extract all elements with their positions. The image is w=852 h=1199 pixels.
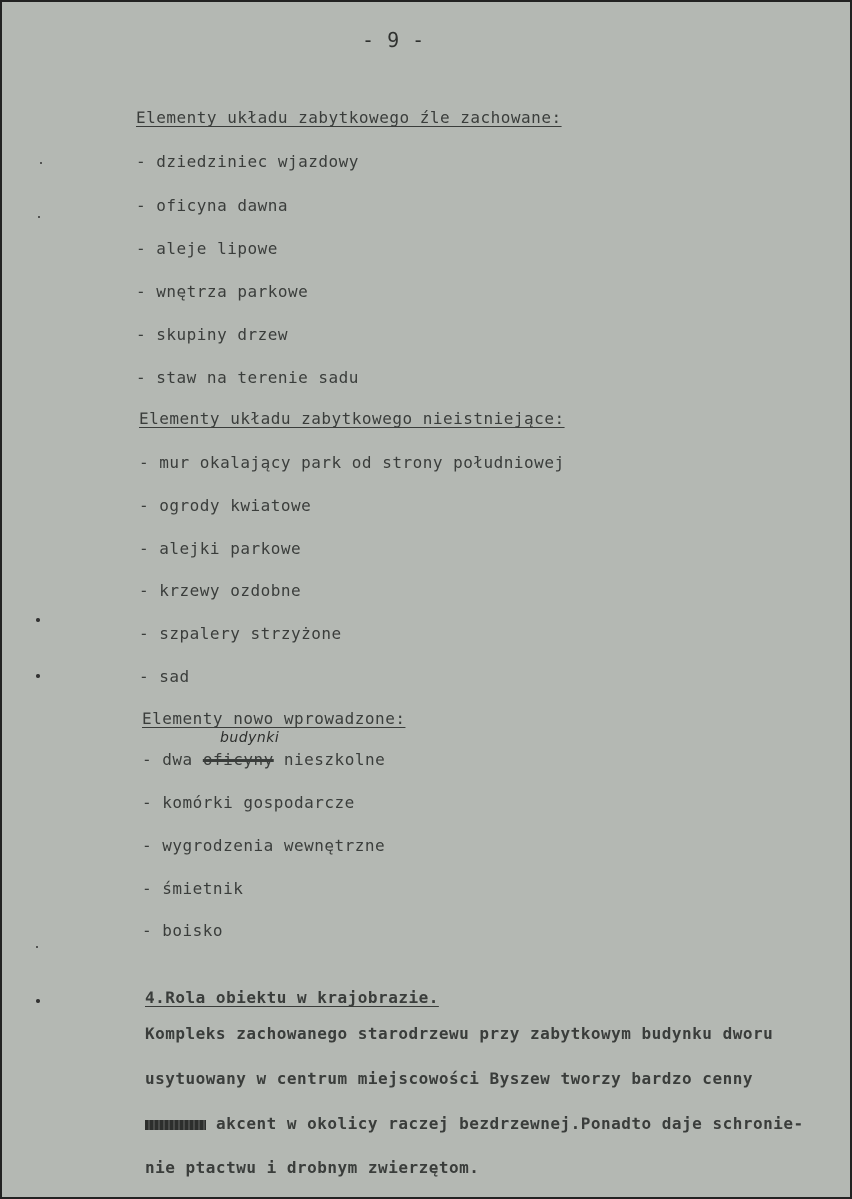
list-item: - staw na terenie sadu [136,368,359,387]
paragraph-text: akcent w okolicy raczej bezdrzewnej.Ponadto daje schronie- [215,1114,804,1133]
struck-word [145,1120,206,1130]
section-heading-poorly-preserved: Elementy układu zabytkowego źle zachowane: [136,108,562,127]
list-item: - szpalery strzyżone [139,624,342,643]
list-item: - dziedziniec wjazdowy [136,152,359,171]
list-item: - krzewy ozdobne [139,581,302,600]
list-item: - ogrody kwiatowe [139,496,312,515]
list-item: - aleje lipowe [136,239,278,258]
margin-mark [38,216,40,218]
list-item: - wygrodzenia wewnętrzne [142,836,386,855]
struck-word: oficyny [202,750,274,769]
list-item: - wnętrza parkowe [136,282,309,301]
list-item: - sad [139,667,190,686]
paragraph-line: nie ptactwu i drobnym zwierzętom. [145,1158,480,1177]
paragraph-line: usytuowany w centrum miejscowości Byszew tworzy bardzo cenny [145,1069,753,1088]
list-item: - oficyna dawna [136,196,288,215]
margin-mark [36,946,38,948]
paragraph-line: Kompleks zachowanego starodrzewu przy zabytkowym budynku dworu [145,1024,774,1043]
list-item: - boisko [142,921,224,940]
margin-mark [36,674,40,678]
list-item: - alejki parkowe [139,539,302,558]
list-item: - skupiny drzew [136,325,288,344]
item-prefix: - dwa [142,750,193,769]
list-item: - mur okalający park od strony południowej [139,453,565,472]
list-item: - śmietnik [142,879,244,898]
section-heading-landscape-role: 4.Rola obiektu w krajobrazie. [145,988,439,1007]
paragraph-line-with-strikeout [145,1114,804,1133]
list-item: - komórki gospodarcze [142,793,355,812]
section-heading-nonexistent: Elementy układu zabytkowego nieistniejące: [139,409,565,428]
margin-mark [36,999,40,1003]
margin-mark [36,618,40,622]
margin-mark [40,162,42,164]
page-number: - 9 - [362,28,425,52]
section-heading-newly-introduced: Elementy nowo wprowadzone: [142,709,406,728]
item-suffix: nieszkolne [283,750,386,769]
list-item-corrected [142,750,385,769]
handwritten-insertion: budynki [220,730,280,746]
